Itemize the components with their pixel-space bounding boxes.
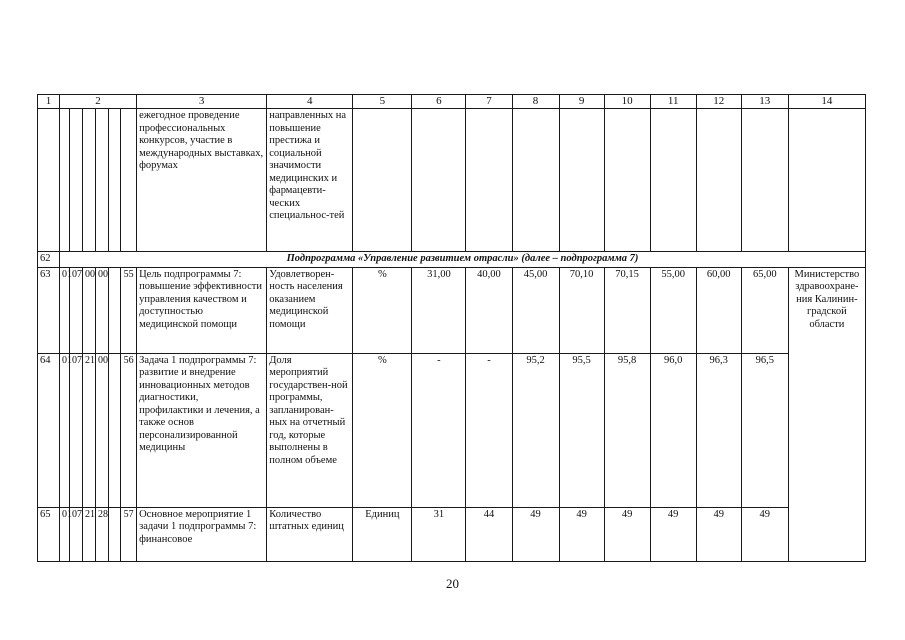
value-cell: 49: [512, 507, 559, 561]
header-cell: 12: [696, 95, 741, 109]
value-cell: 49: [741, 507, 788, 561]
code-cell: 57: [121, 507, 137, 561]
value-cell: 49: [559, 507, 604, 561]
code-cell: 55: [121, 267, 137, 353]
table-row: [38, 267, 866, 353]
value-cell: 65,00: [741, 267, 788, 353]
header-cell: 3: [137, 95, 267, 109]
value-cell: 70,10: [559, 267, 604, 353]
subprogram-row: [38, 252, 866, 268]
code-cell: 00: [83, 267, 96, 353]
header-cell: 1: [38, 95, 60, 109]
responsible-cell: Министерство здравоохране-ния Калинин-градской области: [788, 267, 865, 561]
value-cell: -: [466, 353, 512, 507]
code-cell: 56: [121, 353, 137, 507]
value-cell: 60,00: [696, 267, 741, 353]
table-row: [38, 109, 866, 252]
name-cell: Цель подпрограммы 7: повышение эффективности управления качеством и доступностью медицинской помощи: [137, 267, 267, 353]
value-cell: 31,00: [412, 267, 466, 353]
value-cell: 96,5: [741, 353, 788, 507]
subprogram-title: Подпрограмма «Управление развитием отрасли» (далее – подпрограмма 7): [60, 252, 866, 268]
header-cell: 5: [353, 95, 412, 109]
header-cell: 2: [60, 95, 137, 109]
value-cell: 49: [604, 507, 650, 561]
header-cell: 14: [788, 95, 865, 109]
row-number: 65: [38, 507, 60, 561]
table-row: [38, 353, 866, 507]
page-number: 20: [446, 576, 459, 591]
code-cell: [109, 267, 121, 353]
header-cell: 4: [267, 95, 353, 109]
value-cell: 96,3: [696, 353, 741, 507]
value-cell: 95,2: [512, 353, 559, 507]
code-cell: 07: [70, 267, 83, 353]
header-cell: 6: [412, 95, 466, 109]
code-cell: 00: [96, 267, 109, 353]
name-cell: Основное мероприятие 1 задачи 1 подпрограммы 7: финансовое: [137, 507, 267, 561]
code-cell: 07: [70, 353, 83, 507]
indicator-cell: Доля мероприятий государствен-ной программы, запланирован-ных на отчетный год, которые выполнены в полном объеме: [267, 353, 353, 507]
name-cell: ежегодное проведение профессиональных конкурсов, участие в международных выставках, форумах: [137, 109, 267, 252]
indicator-cell: Удовлетворен-ность населения оказанием медицинской помощи: [267, 267, 353, 353]
code-cell: 07: [70, 507, 83, 561]
row-number: 64: [38, 353, 60, 507]
table-row: [38, 507, 866, 561]
header-cell: 9: [559, 95, 604, 109]
value-cell: 31: [412, 507, 466, 561]
header-cell: 7: [466, 95, 512, 109]
code-cell: [109, 353, 121, 507]
indicator-cell: Количество штатных единиц: [267, 507, 353, 561]
header-cell: 10: [604, 95, 650, 109]
value-cell: 95,8: [604, 353, 650, 507]
value-cell: 96,0: [650, 353, 696, 507]
value-cell: 95,5: [559, 353, 604, 507]
value-cell: 70,15: [604, 267, 650, 353]
value-cell: 40,00: [466, 267, 512, 353]
row-number: 63: [38, 267, 60, 353]
unit-cell: Единиц: [353, 507, 412, 561]
value-cell: 44: [466, 507, 512, 561]
code-cell: [109, 507, 121, 561]
value-cell: -: [412, 353, 466, 507]
indicators-table: [37, 94, 866, 562]
indicator-cell: направленных на повышение престижа и социальной значимости медицинских и фармацевти-ческих специальнос-тей: [267, 109, 353, 252]
header-cell: 13: [741, 95, 788, 109]
code-cell: 28: [96, 507, 109, 561]
value-cell: 45,00: [512, 267, 559, 353]
value-cell: 55,00: [650, 267, 696, 353]
name-cell: Задача 1 подпрограммы 7: развитие и внедрение инновационных методов диагностики, профилактики и лечения, а также основ персонализированной медицины: [137, 353, 267, 507]
unit-cell: %: [353, 353, 412, 507]
header-cell: 8: [512, 95, 559, 109]
header-cell: 11: [650, 95, 696, 109]
value-cell: 49: [650, 507, 696, 561]
header-row: [38, 95, 866, 109]
value-cell: 49: [696, 507, 741, 561]
code-cell: 01: [60, 353, 70, 507]
code-cell: 21: [83, 507, 96, 561]
code-cell: 01: [60, 507, 70, 561]
code-cell: 21: [83, 353, 96, 507]
unit-cell: %: [353, 267, 412, 353]
code-cell: 01: [60, 267, 70, 353]
code-cell: 00: [96, 353, 109, 507]
row-number: 62: [38, 252, 60, 268]
